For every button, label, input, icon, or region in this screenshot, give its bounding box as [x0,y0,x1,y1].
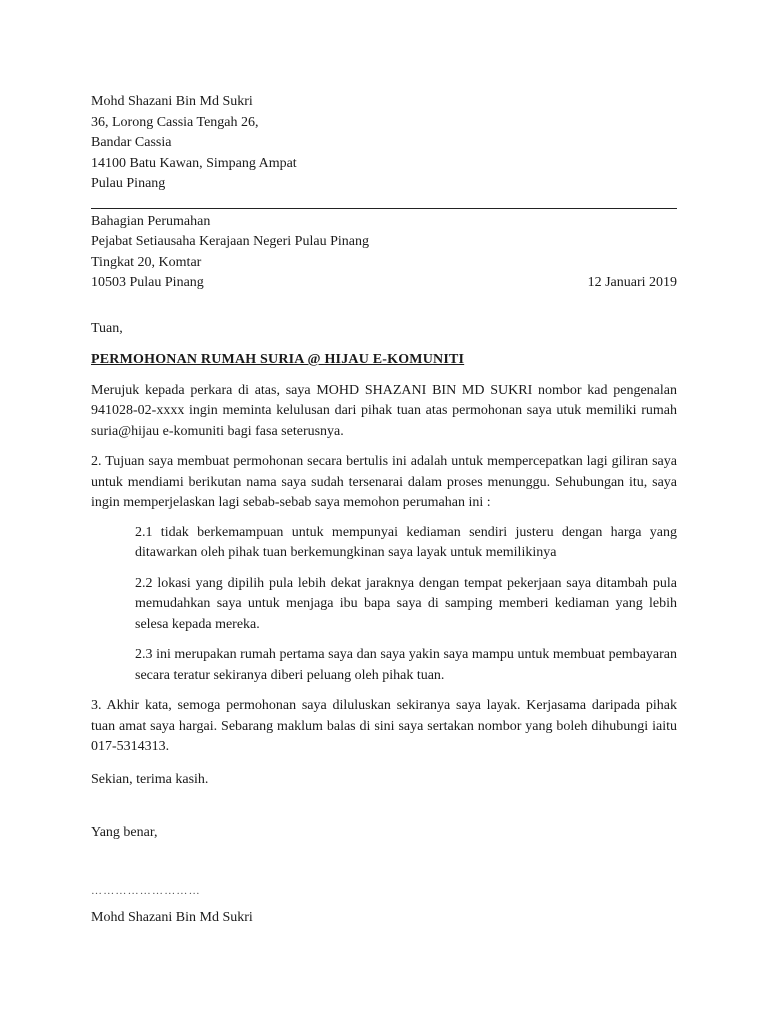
sender-name: Mohd Shazani Bin Md Sukri [91,94,253,109]
sender-address-line: 14100 Batu Kawan, Simpang Ampat [91,155,297,171]
sender-address-block [91,92,677,195]
closing-line: Sekian, terima kasih. [91,771,209,787]
recipient-line: Bahagian Perumahan [91,213,211,229]
recipient-line: Pejabat Setiausaha Kerajaan Negeri Pulau Pinang [91,234,369,249]
recipient-line: Tingkat 20, Komtar [91,254,202,270]
recipient-address-block [91,212,677,294]
sender-address-line: Bandar Cassia [91,135,172,150]
letter-page [91,92,677,928]
sender-address-line: 36, Lorong Cassia Tengah 26, [91,114,259,130]
letter-date: 12 Januari 2019 [587,275,677,290]
reason-item-2: 2.2 lokasi yang dipilih pula lebih dekat jaraknya dengan tempat pekerjaan saya ditambah pula memudahkan saya untuk menjaga ibu bapa saya di samping memberi kediaman yang lebih selesa kepada mereka. [135,575,677,632]
letter-subject: PERMOHONAN RUMAH SURIA @ HIJAU E-KOMUNITI [91,352,465,367]
body-paragraph-3: 3. Akhir kata, semoga permohonan saya diluluskan sekiranya saya layak. Kerjasama daripada pihak tuan amat saya hargai. Sebarang maklum balas di sini saya sertakan nombor yang boleh dihubungi iaitu 017-5314313. [91,698,677,754]
signature-name: Mohd Shazani Bin Md Sukri [91,909,253,925]
body-paragraph-1: Merujuk kepada perkara di atas, saya MOHD SHAZANI BIN MD SUKRI nombor kad pengenalan 941028-02-xxxx ingin meminta kelulusan dari pihak tuan atas permohonan saya utuk memiliki rumah suria@hijau e-komuniti bagi fasa seterusnya. [91,382,677,439]
reason-item-1: 2.1 tidak berkemampuan untuk mempunyai kediaman sendiri justeru dengan harga yang ditawarkan oleh pihak tuan berkemungkinan saya layak untuk memilikinya [135,524,677,560]
header-divider [91,208,677,209]
sender-address-line: Pulau Pinang [91,176,166,191]
recipient-line-with-date [91,273,677,294]
signature-line: ……………………… [91,884,201,897]
complimentary-close: Yang benar, [91,825,158,840]
salutation: Tuan, [91,320,123,336]
body-paragraph-2: 2. Tujuan saya membuat permohonan secara bertulis ini adalah untuk mempercepatkan lagi giliran saya untuk mendiami berikutan nama saya sudah tersenarai dalam proses menunggu. Sehubungan itu, saya ingin memperjelaskan lagi sebab-sebab saya memohon perumahan ini : [91,454,677,510]
reason-item-3: 2.3 ini merupakan rumah pertama saya dan saya yakin saya mampu untuk membuat pembayaran secara teratur sekiranya diberi peluang oleh pihak tuan. [135,647,677,683]
recipient-line: 10503 Pulau Pinang [91,275,204,290]
